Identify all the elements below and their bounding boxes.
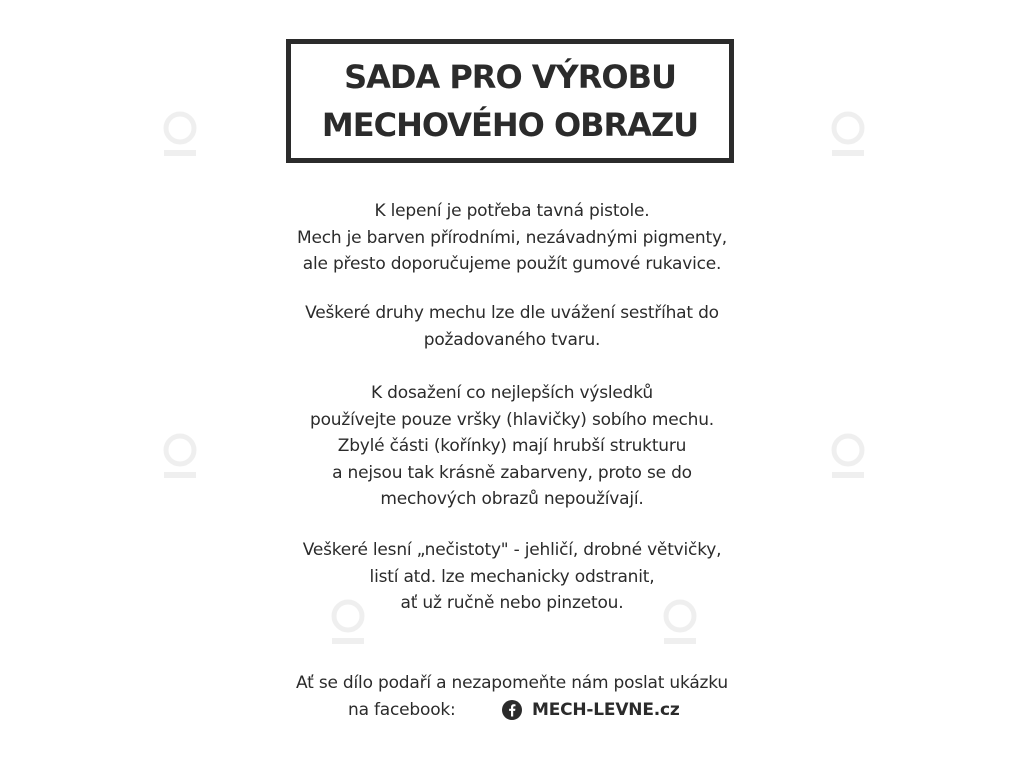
text-line: Mech je barven přírodními, nezávadnými pigmenty, [296,227,728,248]
watermark-icon [826,432,870,492]
footer-facebook-line [200,697,824,724]
text-line: K lepení je potřeba tavná pistole. [374,201,650,221]
text-line: ale přesto doporučujeme použít gumové rukavice. [302,254,722,274]
paragraph-forest-debris [200,537,824,617]
footer [200,670,824,723]
paragraph-trimming [200,300,824,353]
footer-text-line: Ať se dílo podaří a nezapomeňte nám poslat ukázku [296,673,728,693]
text-line: a nejsou tak krásně zabarveny, proto se do [332,462,692,483]
facebook-prefix: na facebook: [348,699,456,720]
watermark-icon [158,110,202,170]
watermark-icon [158,432,202,492]
text-line: mechových obrazů nepoužívají. [380,489,644,509]
text-line: Zbylé části (kořínky) mají hrubší strukturu [337,436,687,456]
text-line: Veškeré druhy mechu lze dle uvážení sestříhat do [305,303,719,323]
title-line-1: SADA PRO VÝROBU [344,58,676,96]
facebook-link[interactable]: MECH-LEVNE.cz [532,699,680,720]
text-line: ať už ručně nebo pinzetou. [400,593,624,613]
text-line: používejte pouze vršky (hlavičky) sobího mechu. [309,409,715,430]
paragraph-best-results [200,380,824,513]
title-box [286,39,734,163]
watermark-icon [826,110,870,170]
text-line: Veškeré lesní „nečistoty" - jehličí, drobné větvičky, [302,540,722,560]
text-line: K dosažení co nejlepších výsledků [371,383,653,403]
paragraph-glue-gun [200,198,824,278]
text-line: listí atd. lze mechanicky odstranit, [369,566,655,587]
facebook-icon [502,700,522,720]
title-line-2: MECHOVÉHO OBRAZU [321,106,699,144]
text-line: požadovaného tvaru. [423,329,601,350]
